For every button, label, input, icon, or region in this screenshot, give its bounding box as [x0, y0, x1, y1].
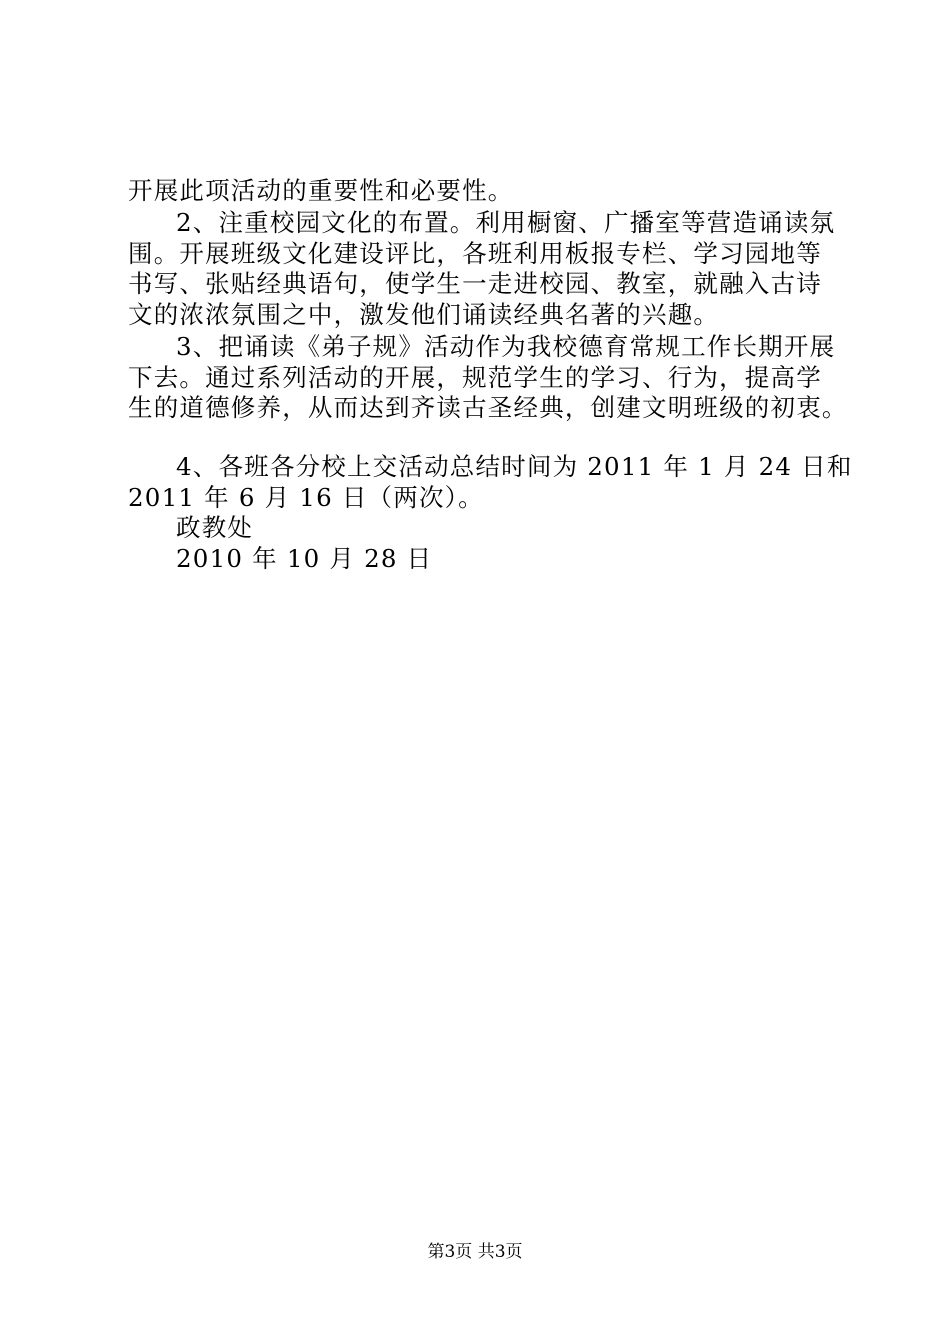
paragraph-line: 书写、张贴经典语句，使学生一走进校园、教室，就融入古诗 — [128, 269, 822, 298]
paragraph-line: 围。开展班级文化建设评比，各班利用板报专栏、学习园地等 — [128, 239, 822, 268]
paragraph-line: 3、把诵读《弟子规》活动作为我校德育常规工作长期开展 — [176, 332, 836, 361]
paragraph-line: 2、注重校园文化的布置。利用橱窗、广播室等营造诵读氛 — [176, 208, 836, 237]
paragraph-line: 下去。通过系列活动的开展，规范学生的学习、行为，提高学 — [128, 363, 822, 392]
paragraph-line: 文的浓浓氛围之中，激发他们诵读经典名著的兴趣。 — [128, 300, 720, 329]
page-number: 第3页 共3页 — [427, 1242, 523, 1262]
signature-department: 政教处 — [176, 513, 254, 542]
paragraph-line: 4、各班各分校上交活动总结时间为 2011 年 1 月 24 日和 — [176, 452, 853, 481]
paragraph-line: 生的道德修养，从而达到齐读古圣经典，创建文明班级的初衷。 — [128, 393, 848, 422]
paragraph-line: 开展此项活动的重要性和必要性。 — [128, 176, 514, 205]
paragraph-line: 2011 年 6 月 16 日（两次）。 — [128, 483, 484, 512]
signature-date: 2010 年 10 月 28 日 — [176, 544, 433, 573]
